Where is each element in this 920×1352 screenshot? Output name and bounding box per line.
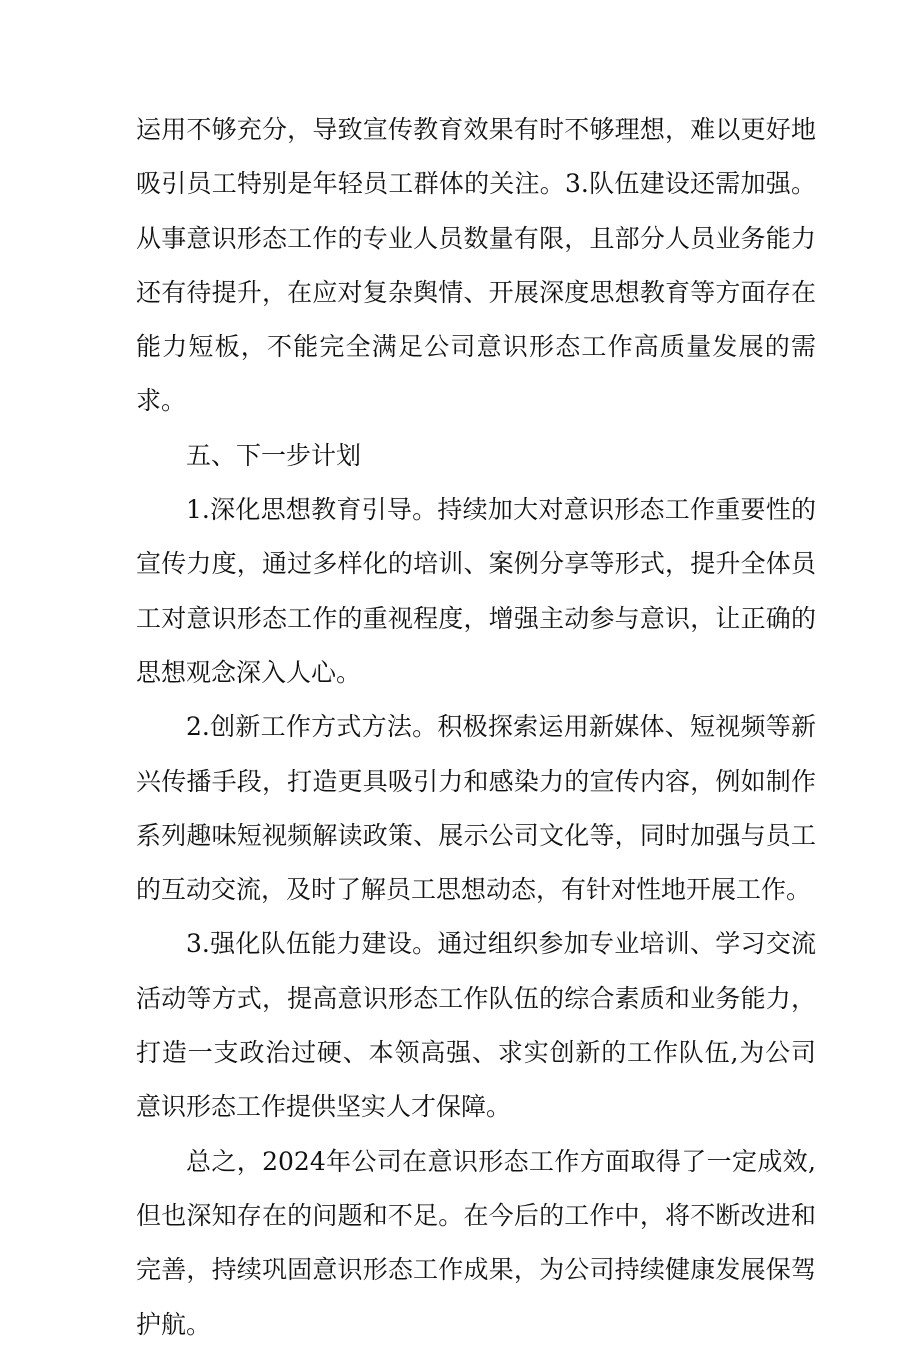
- paragraph-continued: 运用不够充分，导致宣传教育效果有时不够理想，难以更好地吸引员工特别是年轻员工群体的关注。3.队伍建设还需加强。从事意识形态工作的专业人员数量有限，且部分人员业务能力还有待提升，在应对复杂舆情、开展深度思想教育等方面存在能力短板，不能完全满足公司意识形态工作高质量发展的需求。: [136, 115, 816, 416]
- section-heading: 五、下一步计划: [186, 440, 362, 470]
- plan-item-2: 2.创新工作方式方法。积极探索运用新媒体、短视频等新兴传播手段，打造更具吸引力和感染力的宣传内容，例如制作系列趣味短视频解读政策、展示公司文化等，同时加强与员工的互动交流，及时了解员工思想动态，有针对性地开展工作。: [136, 712, 816, 905]
- plan-item-1: 1.深化思想教育引导。持续加大对意识形态工作重要性的宣传力度，通过多样化的培训、案例分享等形式，提升全体员工对意识形态工作的重视程度，增强主动参与意识，让正确的思想观念深入人心。: [136, 495, 816, 687]
- conclusion-paragraph: 总之，2024年公司在意识形态工作方面取得了一定成效,但也深知存在的问题和不足。在今后的工作中，将不断改进和完善，持续巩固意识形态工作成果，为公司持续健康发展保驾护航。: [136, 1146, 816, 1339]
- document-body: [136, 103, 816, 1352]
- plan-item-3: 3.强化队伍能力建设。通过组织参加专业培训、学习交流活动等方式，提高意识形态工作队伍的综合素质和业务能力，打造一支政治过硬、本领高强、求实创新的工作队伍,为公司意识形态工作提供坚实人才保障。: [136, 929, 816, 1122]
